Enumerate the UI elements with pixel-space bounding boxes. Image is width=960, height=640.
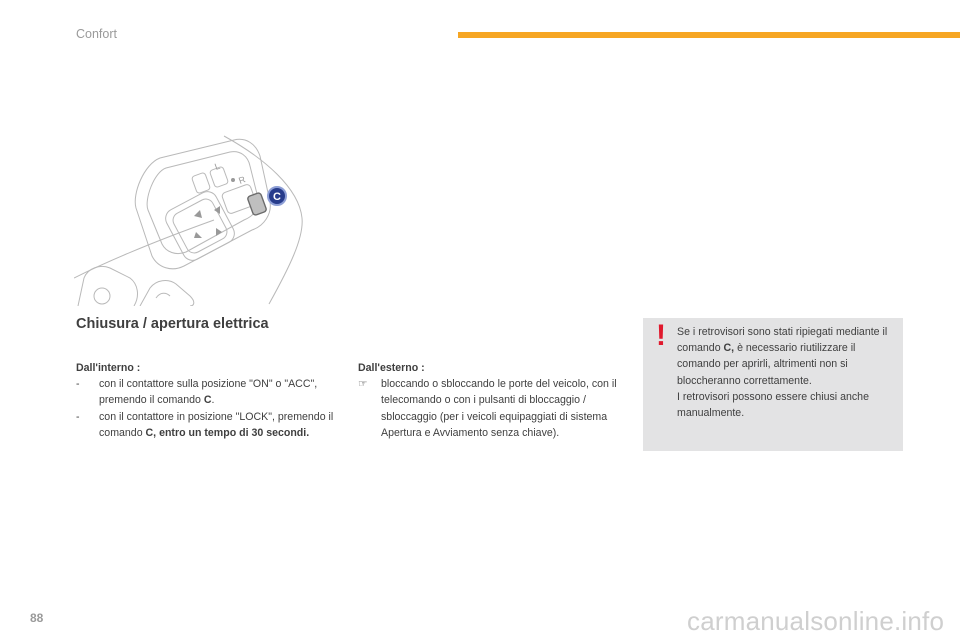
section-header-label: Confort [76,27,117,41]
page-number: 88 [30,611,44,625]
bullet: - [76,410,80,423]
exclamation-icon: ! [656,319,666,352]
item-text: bloccando o sbloccando le porte del veicolo, con il telecomando o con i pulsanti di bloccaggio / sbloccaggio (per i veicoli equipaggiati di sistema Apertura e Avviamento senza chiave). [381,378,617,439]
outside-heading: Dall'esterno : [358,362,425,374]
mirror-control-illustration [74,128,306,306]
bullet: - [76,378,80,391]
switch-label-right: R [237,174,247,186]
warning-note-text: Se i retrovisori sono stati ripiegati mediante il comando C, è necessario riutilizzare il comando per aprirli, altrimenti non si bloccheranno correttamente. I retrovisori possono essere chiusi anche manualmente. [677,326,888,420]
section-header-bar [458,32,960,38]
inside-heading: Dall'interno : [76,362,141,374]
inside-instructions [76,360,338,441]
list-item [358,376,620,441]
item-text: con il contattore sulla posizione "ON" o "ACC", premendo il comando C. [99,378,318,407]
item-text: con il contattore in posizione "LOCK", premendo il comando C, entro un tempo di 30 secondi. [99,410,334,439]
fold-button [247,192,267,216]
list-item [76,376,338,408]
watermark: carmanualsonline.info [687,606,945,636]
outside-instructions [358,360,620,441]
switch-label-left: L [213,160,222,172]
list-item [76,409,338,441]
section-title: Chiusura / apertura elettrica [76,316,269,332]
pointing-hand-icon: ☞ [358,378,368,391]
callout-letter: C [273,191,281,203]
